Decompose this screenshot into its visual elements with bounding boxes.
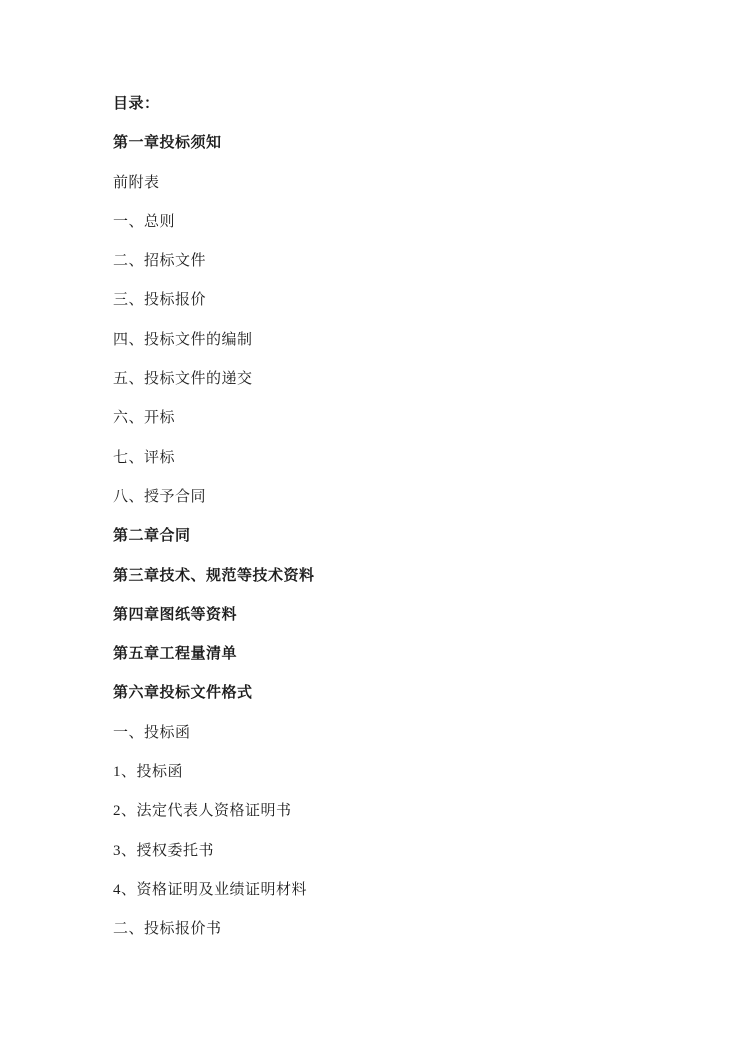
toc-item-line: 六、开标 (113, 410, 176, 427)
toc-item-line: 四、投标文件的编制 (113, 331, 253, 348)
toc-heading-line: 第二章合同 (113, 528, 191, 545)
table-of-contents (113, 85, 704, 950)
toc-item-line: 2、法定代表人资格证明书 (113, 803, 292, 820)
toc-item-line: 二、投标报价书 (113, 921, 222, 938)
toc-item-line: 前附表 (113, 174, 160, 191)
toc-item-line: 二、招标文件 (113, 253, 207, 270)
toc-item-line: 1、投标函 (113, 764, 184, 781)
toc-heading-line: 第四章图纸等资料 (113, 606, 238, 623)
toc-item-line: 七、评标 (113, 449, 176, 466)
toc-heading-line: 第一章投标须知 (113, 135, 222, 152)
toc-heading-line: 目录： (113, 96, 160, 112)
toc-heading-line: 第五章工程量清单 (113, 646, 238, 663)
toc-item-line: 4、资格证明及业绩证明材料 (113, 881, 308, 898)
toc-item-line: 五、投标文件的递交 (113, 371, 253, 388)
toc-item-line: 一、投标函 (113, 724, 191, 741)
toc-item-line: 3、授权委托书 (113, 842, 215, 859)
toc-item-line: 八、授予合同 (113, 488, 207, 505)
toc-item-line: 三、投标报价 (113, 292, 207, 309)
toc-heading-line: 第三章技术、规范等技术资料 (113, 567, 315, 584)
toc-heading-line: 第六章投标文件格式 (113, 685, 253, 702)
toc-item-line: 一、总则 (113, 213, 176, 230)
